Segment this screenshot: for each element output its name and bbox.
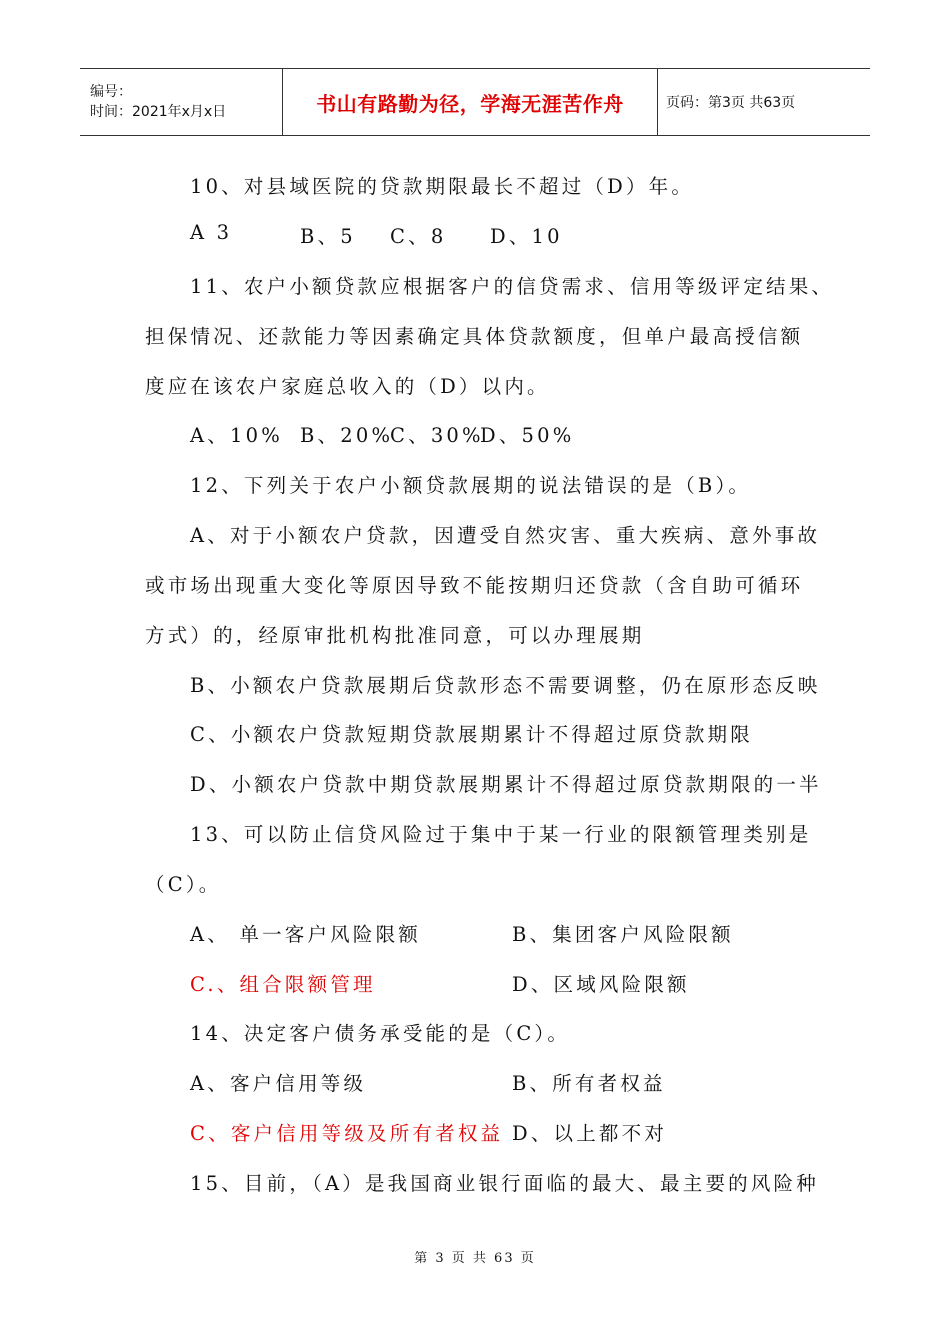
text-line: B、所有者权益 bbox=[512, 1072, 666, 1095]
header-motto: 书山有路勤为径，学海无涯苦作舟 bbox=[316, 91, 624, 116]
text-line: 10、对县域医院的贷款期限最长不超过（D）年。 bbox=[190, 175, 695, 198]
header-page-info-cell bbox=[658, 69, 870, 135]
text-line: D、10 bbox=[490, 225, 563, 248]
text-line: 11、农户小额贷款应根据客户的信贷需求、信用等级评定结果、 bbox=[190, 275, 835, 298]
doc-number-label: 编号： bbox=[90, 84, 132, 100]
header-motto-cell bbox=[282, 69, 658, 135]
header-meta bbox=[80, 69, 282, 135]
text-line: B、小额农户贷款展期后贷款形态不需要调整，仍在原形态反映 bbox=[190, 674, 821, 697]
text-line: A、对于小额农户贷款，因遭受自然灾害、重大疾病、意外事故 bbox=[190, 524, 821, 547]
text-line: B、20% bbox=[300, 424, 394, 447]
text-line: D、50% bbox=[480, 424, 575, 447]
text-line: 14、决定客户债务承受能的是（C）。 bbox=[190, 1022, 571, 1045]
text-line: D、小额农户贷款中期贷款展期累计不得超过原贷款期限的一半 bbox=[190, 773, 822, 796]
text-line: （C）。 bbox=[145, 873, 222, 896]
text-line: 度应在该农户家庭总收入的（D）以内。 bbox=[145, 375, 550, 398]
text-line: C.、组合限额管理 bbox=[190, 973, 376, 996]
text-line: C、小额农户贷款短期贷款展期累计不得超过原贷款期限 bbox=[190, 723, 753, 746]
text-line: D、以上都不对 bbox=[512, 1122, 668, 1145]
text-line: C、30% bbox=[390, 424, 484, 447]
text-line: A、客户信用等级 bbox=[190, 1072, 367, 1095]
header-page-info: 页码：第3页 共63页 bbox=[666, 95, 796, 111]
page-header bbox=[80, 68, 870, 136]
text-line: 方式）的，经原审批机构批准同意，可以办理展期 bbox=[145, 624, 645, 647]
text-line: A、 单一客户风险限额 bbox=[190, 923, 421, 946]
doc-date-label: 时间：2021年x月x日 bbox=[90, 104, 227, 120]
text-line: B、集团客户风险限额 bbox=[512, 923, 734, 946]
text-line: 担保情况、还款能力等因素确定具体贷款额度，但单户最高授信额 bbox=[145, 325, 804, 348]
text-line: 15、目前，（A）是我国商业银行面临的最大、最主要的风险种 bbox=[190, 1172, 819, 1195]
text-line: 12、下列关于农户小额贷款展期的说法错误的是（B）。 bbox=[190, 474, 752, 497]
text-line: C、8 bbox=[390, 225, 447, 248]
text-line: 或市场出现重大变化等原因导致不能按期归还贷款（含自助可循环 bbox=[145, 574, 804, 597]
text-line: D、区域风险限额 bbox=[512, 973, 690, 996]
page-footer: 第 3 页 共 63 页 bbox=[414, 1251, 536, 1266]
text-line: A、10% bbox=[190, 424, 283, 447]
text-line: B、5 bbox=[300, 225, 356, 248]
text-line: A 3 bbox=[190, 221, 233, 244]
text-line: 13、可以防止信贷风险过于集中于某一行业的限额管理类别是 bbox=[190, 823, 812, 846]
text-line: C、客户信用等级及所有者权益 bbox=[190, 1122, 504, 1145]
